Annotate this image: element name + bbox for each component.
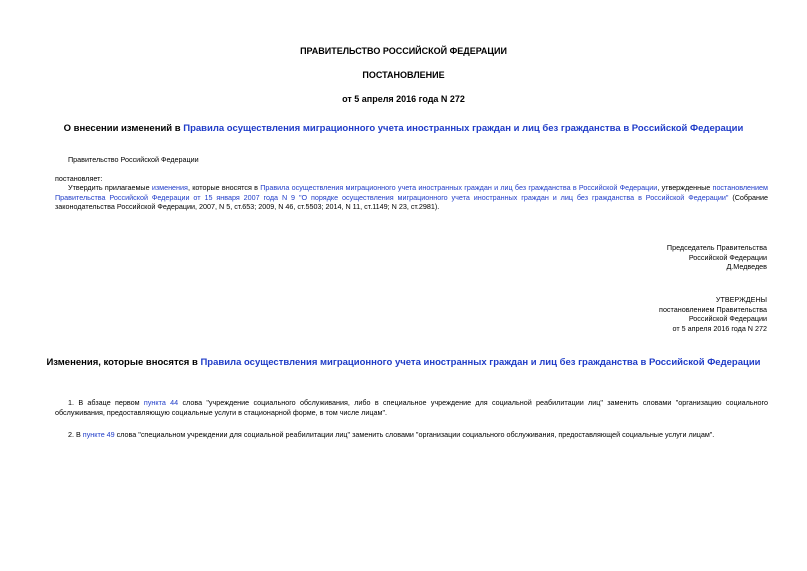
clause-49-link[interactable]: пункте 49 [82, 430, 115, 439]
resolution-paragraph [55, 183, 768, 212]
rules-title-link[interactable]: Правила осуществления миграционного учета иностранных граждан и лиц без гражданства в Российской Федерации [183, 123, 744, 134]
document-title [0, 123, 807, 134]
clause-44-link[interactable]: пункта 44 [143, 398, 179, 407]
signature-position: Председатель Правительства [666, 243, 767, 252]
rules-link[interactable]: Правила осуществления миграционного учета иностранных граждан и лиц без гражданства в Российской Федерации [260, 183, 658, 192]
changes-rules-link[interactable]: Правила осуществления миграционного учета иностранных граждан и лиц без гражданства в Российской Федерации [200, 357, 761, 368]
resolution-text-2: , которые вносятся в [187, 183, 261, 192]
resolution-text-1: Утвердить прилагаемые [68, 183, 152, 192]
resolution-2007-link[interactable]: постановлением Правительства Российской Федерации от 15 января 2007 года N 9 "О порядке осуществления миграционного учета иностранных граждан и лиц без гражданства в Российской Федерации" [55, 183, 768, 202]
approved-block [659, 295, 767, 334]
signature-federation: Российской Федерации [688, 252, 767, 262]
document-type-heading: ПОСТАНОВЛЕНИЕ [362, 70, 445, 80]
issuer-text: Правительство Российской Федерации [68, 155, 199, 164]
approved-by: постановлением Правительства [659, 304, 767, 314]
item2-text-2: слова "специальном учреждении для социальной реабилитации лиц" заменить словами "организации социального обслуживания, предоставляющей социальные услуги лицам". [114, 430, 715, 439]
item2-text-1: 2. В [68, 430, 83, 439]
approved-date: от 5 апреля 2016 года N 272 [672, 324, 767, 334]
document-title-prefix: О внесении изменений в [63, 123, 184, 134]
changes-title [0, 357, 807, 368]
signature-name: Д.Медведев [726, 262, 767, 272]
change-item-1 [55, 398, 768, 417]
signature-block [667, 243, 767, 272]
resolution-text-4: (Собрание законодательства Российской Федерации, 2007, N 5, ст.653; 2009, N 46, ст.5503; 2014, N 11, ст.1149; N 23, ст.2981). [55, 192, 769, 212]
approved-label: УТВЕРЖДЕНЫ [715, 295, 767, 304]
document-date-number: от 5 апреля 2016 года N 272 [342, 94, 465, 104]
government-heading: ПРАВИТЕЛЬСТВО РОССИЙСКОЙ ФЕДЕРАЦИИ [300, 46, 507, 56]
changes-title-prefix: Изменения, которые вносятся в [46, 357, 201, 368]
decides-text: постановляет: [55, 174, 103, 183]
changes-link[interactable]: изменения [151, 183, 188, 192]
approved-federation: Российской Федерации [688, 314, 767, 324]
resolution-text-3: , утвержденные [657, 183, 713, 192]
item1-text-1: 1. В абзаце первом [68, 398, 144, 407]
item1-text-2: слова "учреждение социального обслуживания, либо в специальное учреждение для социальной реабилитации лиц" заменить словами "организацию социального обслуживания, предоставляющую социальные услуги в стационарной форме, в том числе лицам". [55, 398, 768, 417]
change-item-2 [68, 430, 714, 440]
